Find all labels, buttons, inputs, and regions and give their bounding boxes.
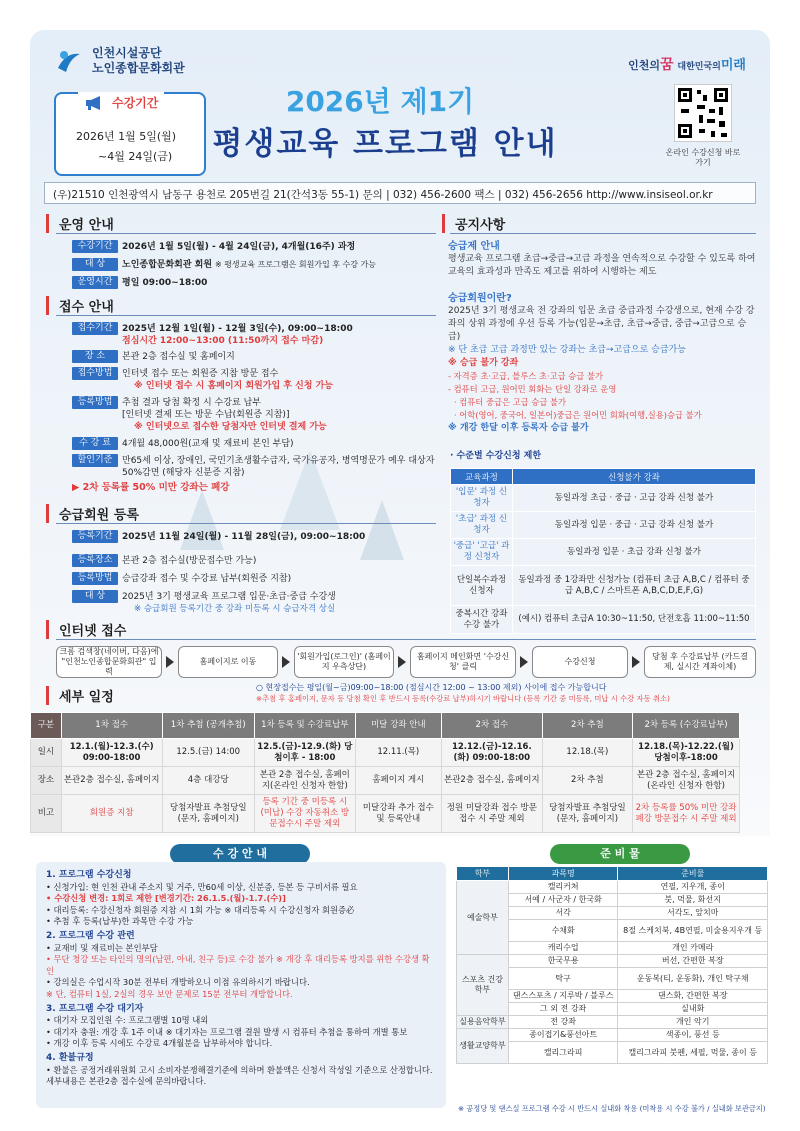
supplies-course: 서예 / 사군자 / 한국화 (508, 894, 618, 907)
table-row (31, 767, 740, 795)
adv-target-note: ※ 승급회원 등록기간 중 강좌 미등록 시 승급자격 상실 (134, 604, 336, 614)
table-row (31, 739, 740, 767)
value-reg-period: 2025년 12월 1일(월) - 12월 3일(수), 09:00~18:00 (122, 324, 353, 334)
divider (56, 315, 436, 316)
period-tag-label: 수강기간 (112, 96, 159, 110)
schedule-cell: 12.11.(목) (355, 739, 441, 767)
contact-address-bar: (우)21510 인천광역시 남동구 용천로 205번길 21(간석3동 55-1) 문의 | 032) 456-2600 팩스 | 032) 456-2656 http://www.insiseol.or.kr (44, 182, 756, 204)
title-term: 2026년 제1기 (285, 85, 475, 118)
schedule-cell: 12.1.(월)-12.3.(수) 09:00-18:00 (61, 739, 162, 767)
table-header-row (31, 713, 740, 739)
guide-item: • 신청가입: 현 인천 관내 주소지 및 거주, 만60세 이상, 신분증, 등본 등 구비서류 필요 (46, 881, 358, 892)
bottom-section (30, 836, 770, 1115)
table-row (457, 1029, 768, 1042)
guide-item: • 수강신청 변경: 1회로 제한 [변경기간: 26.1.5.(월)-1.7.(수)] (46, 893, 286, 904)
supplies-dept: 실용음악학부 (457, 1016, 509, 1029)
supplies-banner: 준 비 물 (550, 844, 690, 864)
notice-a2-note: ※ 단 초급 고급 과정만 있는 강좌는 초급→고급으로 승급가능 (448, 345, 686, 355)
supplies-item: 댄스화, 간편한 복장 (618, 990, 768, 1003)
level-header: 신청불가 강좌 (512, 469, 755, 485)
section-heading-internet: 인터넷 접수 (46, 620, 126, 639)
schedule-header: 미달 강좌 안내 (355, 713, 441, 739)
label-method: 접수방법 (72, 367, 118, 380)
supplies-footnote: ※ 공정당 및 댄스실 프로그램 수강 시 반드시 실내화 착용 (미착용 시 수강 불가 / 실내화 보관금지) (458, 1104, 766, 1113)
schedule-cell: 회원증 지참 (61, 795, 162, 833)
value-course-period: 2026년 1월 5일(월) - 4월 24일(금), 4개월(16주) 과정 (122, 242, 356, 252)
schedule-cell: 등록 기간 중 미등록 시 (미납) 수강 자동취소 방문접수시 주말 제외 (254, 795, 355, 833)
schedule-cell: 본관 2층 접수실, 홈페이지(온라인 신청자 한함) (254, 767, 355, 795)
label-enroll: 등록방법 (72, 396, 118, 409)
table-header-row (457, 867, 768, 881)
schedule-cell: 2차 등록률 50% 미만 강좌폐강 방문접수 시 주말 제외 (633, 795, 740, 833)
level-cell: 동일과정 입문 · 초급 강좌 신청 불가 (512, 539, 755, 566)
schedule-header: 구분 (31, 713, 62, 739)
page-title: 평생교육 프로그램 안내 (212, 126, 558, 162)
flow-step-3: '회원가입(로그인)' (홈페이지 우측상단) (294, 646, 394, 678)
label-adv-period: 등록기간 (72, 530, 118, 543)
flow-step-4: 홈페이지 메인화면 '수강신청' 클릭 (410, 646, 516, 678)
supplies-header: 학부 (457, 867, 509, 881)
schedule-header: 2차 등록 (수강료납부) (633, 713, 740, 739)
guide-box (36, 862, 446, 1108)
guide-item: • 무단 청강 또는 타인의 명의(남편, 아내, 친구 등)로 수강 불가 ※ 개강 후 대리등록 방지를 위한 수강생 확인 (46, 954, 430, 976)
notice-member (448, 292, 758, 435)
snow-tree-decoration (360, 500, 404, 560)
guide-section-title: 2. 프로그램 수강 관련 (46, 930, 135, 941)
notice-upgrade (448, 240, 758, 279)
level-cell: 단일복수과정 신청자 (451, 566, 513, 606)
schedule-cell: 본관2층 접수실, 홈페이지 (441, 767, 542, 795)
supplies-item: 서각도, 앞치마 (618, 907, 768, 920)
section-heading-schedule: 세부 일정 (46, 686, 114, 705)
megaphone-icon (84, 95, 106, 111)
table-row (451, 539, 756, 566)
supplies-course: 탁구 (508, 968, 618, 990)
schedule-header: 1차 등록 및 수강료납부 (254, 713, 355, 739)
notice-limit-item: - 컴퓨터 고급, 원어민 회화는 단일 강좌로 운영 (448, 384, 617, 394)
level-header: 교육과정 (451, 469, 513, 485)
notice-limit-item: - 자격증 초·고급, 블루스 초·고급 승급 불가 (448, 371, 603, 381)
schedule-cell: 4층 대강당 (162, 767, 254, 795)
arrow-right-icon (166, 656, 174, 668)
label-place: 장 소 (72, 350, 118, 363)
value-enroll-2: [인터넷 결제 또는 방문 수납(회원증 지참)] (122, 410, 290, 420)
label-adv-method: 등록방법 (72, 572, 118, 585)
schedule-cell: 미달강좌 추가 접수 및 등록안내 (355, 795, 441, 833)
internet-note-2: ※추첨 후 홈페이지, 문자 등 당첨 확인 후 반드시 등록(수강료 납부)하시기 바랍니다 (등록 기간 중 미등록, 미납 시 수강 자동 취소) (256, 694, 670, 703)
guide-item: • 추첨 후 등록(납부)한 과목만 수강 가능 (46, 916, 194, 927)
supplies-course: 캘리커쳐 (508, 881, 618, 894)
supplies-header: 준비물 (618, 867, 768, 881)
schedule-cell: 2차 추첨 (542, 767, 632, 795)
table-row (451, 485, 756, 512)
supplies-item: 버선, 간편한 복장 (618, 955, 768, 968)
level-cell: '초급' 과정 신청자 (451, 512, 513, 539)
closure-note: ▶ 2차 등록률 50% 미만 강좌는 폐강 (72, 482, 230, 493)
level-restriction-table (450, 468, 756, 634)
section-heading-advanced: 승급회원 등록 (46, 504, 139, 523)
supplies-dept: 생활교양학부 (457, 1029, 509, 1064)
schedule-cell: 12.18.(목)-12.22.(월) 당첨이후-18:00 (633, 739, 740, 767)
supplies-course: 서각 (508, 907, 618, 920)
section-heading-operation: 운영 안내 (46, 214, 114, 233)
table-row (457, 881, 768, 894)
schedule-cell: 일시 (31, 739, 62, 767)
guide-section-title: 3. 프로그램 수강 대기자 (46, 1003, 144, 1014)
supplies-item: 실내화 (618, 1003, 768, 1016)
divider (56, 639, 756, 640)
divider (56, 233, 436, 234)
table-row (457, 955, 768, 968)
label-fee: 수 강 료 (72, 437, 118, 450)
supplies-item: 개인 악기 (618, 1016, 768, 1029)
value-adv-method: 승급강좌 접수 및 수강료 납부(회원증 지참) (122, 574, 292, 584)
schedule-cell: 본관2층 접수실, 홈페이지 (61, 767, 162, 795)
guide-item: • 개강 이후 등록 시에도 수강료 4개월분을 납부하셔야 합니다. (46, 1038, 273, 1049)
notice-limit-title: ※ 승급 불가 강좌 (448, 358, 519, 368)
guide-item: ※ 단, 컴퓨터 1실, 2실의 경우 보안 문제로 15분 전부터 개방합니다. (46, 988, 293, 999)
notice-a2: 2025년 3기 평생교육 전 강좌의 입문 초급 중급과정 수강생으로, 현재 수강 강좌의 상위 과정에 우선 등록 가능(입문→초급, 초급→중급, 중급→고급으로 승급) (448, 306, 755, 342)
internet-note-1: ○ 현장접수는 평일(월~금)09:00~18:00 (점심시간 12:00 ~ 13:00 제외) 사이에 접수 가능합니다 (256, 683, 607, 692)
table-row (451, 566, 756, 606)
schedule-cell: 12.5.(금)-12.9.(화) 당첨이후 - 18:00 (254, 739, 355, 767)
notice-q2: 승급회원이란? (448, 293, 512, 304)
slogan-text: 인천의 (628, 59, 661, 72)
schedule-cell: 본관 2층 접수실, 홈페이지(온라인 신청자 한함) (633, 767, 740, 795)
schedule-cell: 정원 미달강좌 접수 방문접수 시 주말 제외 (441, 795, 542, 833)
schedule-header: 2차 추첨 (542, 713, 632, 739)
supplies-course: 전 강좌 (508, 1016, 618, 1029)
guide-item: • 대리등록: 수강신청자 회원증 지참 시 1회 가능 ※ 대리등록 시 수강신청자 회원증必 (46, 904, 355, 915)
supplies-dept: 스포츠 건강학부 (457, 955, 509, 1016)
value-enroll-1: 추첨 결과 당첨 확정 시 수강료 납부 (122, 398, 261, 408)
flow-step-1: 크롬 검색창(네이버, 다음)에 "인천노인종합문화회관" 입력 (56, 646, 162, 678)
supplies-item: 연필, 지우개, 종이 (618, 881, 768, 894)
guide-item: • 교재비 및 재료비는 본인부담 (46, 942, 158, 953)
supplies-item: 운동복(티, 운동화), 개인 탁구채 (618, 968, 768, 990)
schedule-cell: 비고 (31, 795, 62, 833)
period-start: 2026년 1월 5일(월) (76, 130, 177, 143)
label-hours: 운영시간 (72, 276, 118, 289)
value-discount-1: 만65세 이상, 장애인, 국민기초생활수급자, 국가유공자, 병역명문가 예우 대상자 (122, 456, 435, 466)
value-adv-period: 2025년 11월 24일(월) - 11월 28일(금), 09:00~18:00 (122, 532, 366, 542)
level-cell: 동일과정 입문 · 중급 · 고급 강좌 신청 불가 (512, 512, 755, 539)
schedule-header: 1차 접수 (61, 713, 162, 739)
label-discount: 할인기준 (72, 454, 118, 467)
org-name-line1: 인천시설공단 (92, 46, 162, 60)
schedule-cell: 홈페이지 게시 (355, 767, 441, 795)
slogan-ggum: 꿈 (660, 57, 674, 73)
value-discount-2: 50%감면 (해당자 신분증 지참) (122, 468, 245, 478)
arrow-right-icon (520, 656, 528, 668)
schedule-cell: 12.18.(목) (542, 739, 632, 767)
supplies-course: 그 외 전 강좌 (508, 1003, 618, 1016)
supplies-course: 종이접기&풍선아트 (508, 1029, 618, 1042)
guide-banner: 수 강 안 내 (170, 844, 310, 864)
label-course-period: 수강기간 (72, 240, 118, 253)
guide-item: • 강의실은 수업시작 30분 전부터 개방하오니 이점 유의하시기 바랍니다. (46, 977, 310, 988)
slogan-mirae: 미래 (720, 58, 746, 73)
header (30, 30, 770, 182)
notice-limit-footer: ※ 개강 한달 이후 등록자 승급 불가 (448, 423, 589, 433)
target-main: 노인종합문화회관 회원 (122, 260, 213, 270)
target-note: ※ 평생교육 프로그램은 회원가입 후 수강 가능 (214, 260, 377, 269)
guide-section-title: 1. 프로그램 수강신청 (46, 870, 132, 880)
table-row (451, 606, 756, 634)
divider (450, 233, 756, 234)
schedule-header: 2차 접수 (441, 713, 542, 739)
value-place: 본관 2층 접수실 및 홈페이지 (122, 352, 235, 362)
guide-item: • 환불은 공정거래위원회 고시 소비자분쟁해결기준에 의하며 환불액은 신청서 작성일 기준으로 산정합니다. 세부내용은 본관2층 접수실에 문의바랍니다. (46, 1064, 433, 1087)
supplies-course: 캘리그라피 (508, 1042, 618, 1064)
value-reg-lunch: 점심시간 12:00~13:00 (11:50까지 접수 마감) (122, 336, 324, 346)
supplies-item: 색종이, 풍선 등 (618, 1029, 768, 1042)
supplies-header: 과목명 (508, 867, 618, 881)
supplies-table (456, 866, 768, 1064)
level-restriction-title: · 수준별 수강신청 제한 (450, 451, 542, 461)
slogan-text-mid: 대한민국의 (677, 62, 721, 72)
schedule-header: 1차 추첨 (공개추첨) (162, 713, 254, 739)
level-cell: 중복시간 강좌 수강 불가 (451, 606, 513, 634)
table-row (457, 1016, 768, 1029)
value-adv-target: 2025년 3기 평생교육 프로그램 입문·초급·중급 수강생 (122, 592, 336, 602)
supplies-course: 한국무용 (508, 955, 618, 968)
value-method: 인터넷 접수 또는 회원증 지참 방문 접수 (122, 369, 279, 379)
label-reg-period: 접수기간 (72, 322, 118, 335)
schedule-cell: 12.12.(금)-12.16.(화) 09:00-18:00 (441, 739, 542, 767)
table-row (31, 795, 740, 833)
level-cell: 동일과정 중 1강좌만 신청가능 (컴퓨터 초급 A,B,C / 컴퓨터 중급 A,B,C / 스마트폰 A,B,C,D,E,F,G) (512, 566, 755, 606)
schedule-cell: 장소 (31, 767, 62, 795)
guide-item: • 대기자 충원: 개강 후 1주 이내 ※ 대기자는 프로그램 결원 발생 시 컴퓨터 추첨을 통하여 개별 통보 (46, 1026, 408, 1037)
level-cell: '중급' '고급' 과정 신청자 (451, 539, 513, 566)
qr-caption: 온라인 수강신청 바로가기 (665, 148, 741, 167)
org-logo-icon (54, 46, 84, 76)
qr-code-icon[interactable] (674, 84, 732, 142)
org-logo[interactable] (54, 46, 185, 76)
divider (56, 523, 436, 524)
flow-step-2: 홈페이지로 이동 (178, 646, 278, 678)
level-cell: 동일과정 초급 · 중급 · 고급 강좌 신청 불가 (512, 485, 755, 512)
label-adv-target: 대 상 (72, 590, 118, 603)
enroll-note: ※ 인터넷으로 접수한 당첨자만 인터넷 결제 가능 (134, 422, 327, 432)
supplies-item: 개인 카메라 (618, 942, 768, 955)
arrow-right-icon (632, 656, 640, 668)
notice-limit-item: · 어학(영어, 중국어, 일본어)중급은 원어민 회화(여행,실용)승급 불가 (454, 410, 702, 420)
section-heading-registration: 접수 안내 (46, 296, 114, 315)
guide-item: • 대기자 모집인원 수: 프로그램별 10명 내외 (46, 1015, 209, 1026)
level-cell: (예시) 컴퓨터 초급A 10:30~11:50, 단전호흡 11:00~11:50 (512, 606, 755, 634)
org-name-line2: 노인종합문화회관 (92, 61, 185, 75)
schedule-cell: 당첨자발표 추첨당일 (문자, 홈페이지) (162, 795, 254, 833)
value-hours: 평일 09:00~18:00 (122, 278, 208, 288)
method-note: ※ 인터넷 접수 시 홈페이지 회원가입 후 신청 가능 (134, 381, 334, 391)
supplies-dept: 예술학부 (457, 881, 509, 955)
brochure-page (30, 30, 770, 1115)
notice-a1: 평생교육 프로그램 초급→중급→고급 과정을 연속적으로 수강할 수 있도록 하여 교육의 효과성과 만족도 제고를 위하여 시행하는 제도 (448, 254, 756, 277)
arrow-right-icon (398, 656, 406, 668)
supplies-item: 8절 스케치북, 4B연필, 미술용지우개 등 (618, 920, 768, 942)
value-adv-place: 본관 2층 접수실(방문접수만 가능) (122, 556, 257, 566)
slogan (628, 54, 746, 74)
flow-step-6: 당첨 후 수강료납부 (카드결제, 실시간 계좌이체) (644, 646, 756, 678)
label-target: 대 상 (72, 258, 118, 271)
schedule-cell: 당첨자발표 추첨당일 (문자, 홈페이지) (542, 795, 632, 833)
value-target (122, 259, 376, 271)
table-row (451, 512, 756, 539)
level-cell: '입문' 과정 신청자 (451, 485, 513, 512)
section-heading-notice: 공지사항 (442, 214, 505, 233)
label-adv-place: 등록장소 (72, 554, 118, 567)
schedule-table (30, 712, 740, 833)
supplies-item: 붓, 먹물, 화선지 (618, 894, 768, 907)
period-tag (78, 92, 164, 113)
supplies-course: 캐리수업 (508, 942, 618, 955)
period-end: ~4월 24일(금) (98, 150, 173, 163)
guide-section-title: 4. 환불규정 (46, 1052, 94, 1063)
schedule-cell: 12.5.(금) 14:00 (162, 739, 254, 767)
supplies-item: 캘리그라피 붓펜, 세필, 먹물, 종이 등 (618, 1042, 768, 1064)
flow-step-5: 수강신청 (532, 646, 628, 678)
value-fee: 4개월 48,000원(교재 및 재료비 본인 부담) (122, 439, 294, 449)
notice-q1: 승급제 안내 (448, 241, 500, 252)
notice-limit-item: · 컴퓨터 중급은 고급 승급 불가 (454, 397, 567, 407)
supplies-course: 댄스스포츠 / 지루박 / 블루스 (508, 990, 618, 1003)
supplies-course: 수채화 (508, 920, 618, 942)
arrow-right-icon (282, 656, 290, 668)
